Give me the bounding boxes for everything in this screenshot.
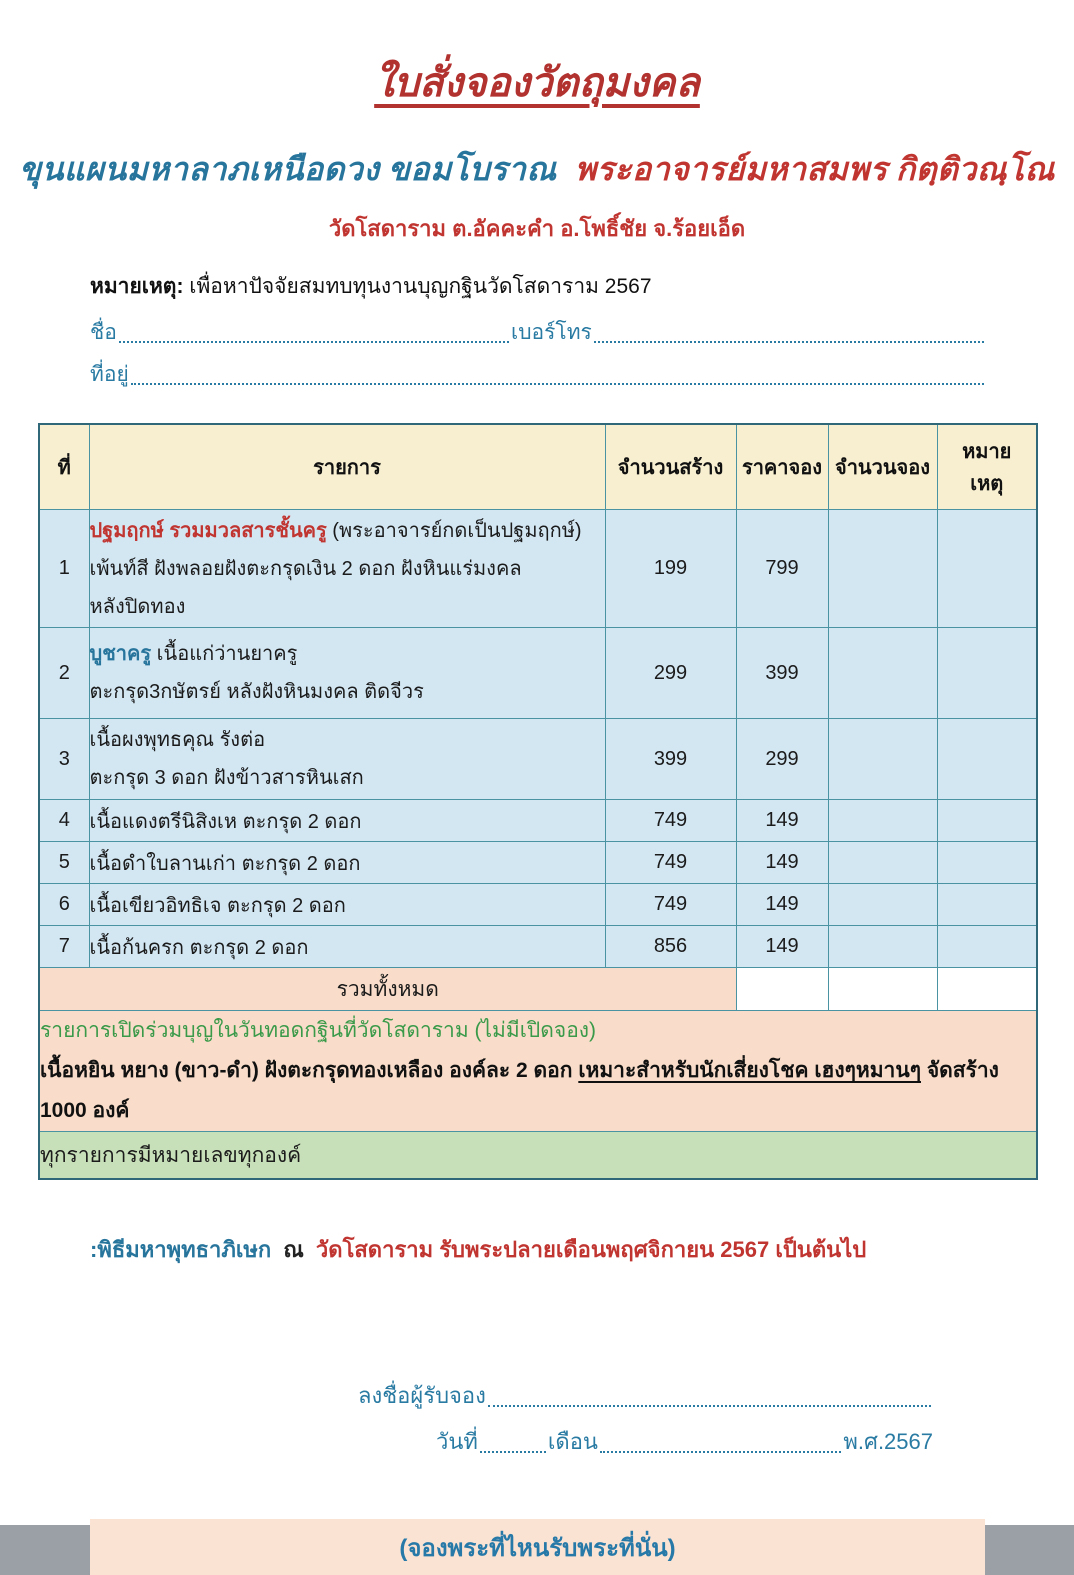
order-table <box>38 423 1038 1180</box>
remark-cell[interactable] <box>937 884 1037 926</box>
col-reserve-qty: จำนวนจอง <box>828 424 937 510</box>
item-no: 3 <box>39 719 89 800</box>
pickup-note-bar <box>90 1519 985 1575</box>
reserve-qty-cell[interactable] <box>828 842 937 884</box>
item-description: เนื้อเขียวอิทธิเจ ตะกรุด 2 ดอก <box>89 884 605 926</box>
reserve-price: 149 <box>736 800 828 842</box>
item-lead-red: ปฐมฤกษ์ รวมมวลสารชั้นครู <box>89 519 327 542</box>
month-field[interactable] <box>600 1451 841 1453</box>
total-price-cell[interactable] <box>736 968 828 1011</box>
reserve-qty-cell[interactable] <box>828 510 937 628</box>
table-row <box>39 719 1037 800</box>
day-field[interactable] <box>480 1451 546 1453</box>
col-price: ราคาจอง <box>736 424 828 510</box>
made-qty: 299 <box>605 628 736 719</box>
reserve-price: 299 <box>736 719 828 800</box>
reserve-qty-cell[interactable] <box>828 926 937 968</box>
made-qty: 749 <box>605 800 736 842</box>
remark-cell[interactable] <box>937 926 1037 968</box>
name-field[interactable] <box>119 341 509 343</box>
remark-cell[interactable] <box>937 800 1037 842</box>
total-remark-cell[interactable] <box>937 968 1037 1011</box>
reserve-qty-cell[interactable] <box>828 628 937 719</box>
remark-cell[interactable] <box>937 842 1037 884</box>
col-remark: หมาย เหตุ <box>937 424 1037 510</box>
item-no: 1 <box>39 510 89 628</box>
item-no: 2 <box>39 628 89 719</box>
phone-label: เบอร์โทร <box>511 321 592 344</box>
address-field[interactable] <box>131 383 984 385</box>
table-row <box>39 628 1037 719</box>
purpose-note <box>90 270 984 303</box>
year-label: พ.ศ.2567 <box>843 1429 933 1454</box>
item-no: 5 <box>39 842 89 884</box>
total-label: รวมทั้งหมด <box>39 968 736 1011</box>
ceremony-note <box>90 1232 1074 1267</box>
page-title: ใบสั่งจองวัตถุมงคล <box>374 60 700 105</box>
name-phone-row <box>90 309 986 351</box>
date-label: วันที่ <box>436 1429 478 1454</box>
item-description: เนื้อก้นครก ตะกรุด 2 ดอก <box>89 926 605 968</box>
subtitle-monk-name: พระอาจารย์มหาสมพร กิตฺติวณฺโณ <box>575 151 1055 187</box>
numbered-note-row <box>39 1132 1037 1180</box>
reserve-price: 149 <box>736 884 828 926</box>
yinyang-item-note: เนื้อหยิน หยาง (ขาว-ดำ) ฝังตะกรุดทองเหลือง องค์ละ 2 ดอก เหมาะสำหรับนักเสี่ยงโชค เฮงๆหมานๆ จัดสร้าง 1000 องค์ <box>40 1059 999 1122</box>
made-qty: 199 <box>605 510 736 628</box>
note-text: เพื่อหาปัจจัยสมทบทุนงานบุญกฐินวัดโสดาราม 2567 <box>183 275 652 298</box>
item-no: 6 <box>39 884 89 926</box>
made-qty: 399 <box>605 719 736 800</box>
item-no: 7 <box>39 926 89 968</box>
made-qty: 856 <box>605 926 736 968</box>
reserve-qty-cell[interactable] <box>828 719 937 800</box>
signature-field[interactable] <box>488 1405 931 1407</box>
remark-cell[interactable] <box>937 510 1037 628</box>
made-qty: 749 <box>605 842 736 884</box>
numbered-note: ทุกรายการมีหมายเลขทุกองค์ <box>39 1132 1037 1180</box>
item-no: 4 <box>39 800 89 842</box>
open-merit-row <box>39 1011 1037 1132</box>
customer-fill-area <box>90 309 986 393</box>
name-label: ชื่อ <box>90 321 117 344</box>
reserve-price: 799 <box>736 510 828 628</box>
item-lead-blue: บูชาครู <box>89 643 152 665</box>
table-row <box>39 884 1037 926</box>
table-header-row <box>39 424 1037 510</box>
table-row <box>39 842 1037 884</box>
remark-cell[interactable] <box>937 719 1037 800</box>
form-subtitle <box>0 144 1074 195</box>
remark-cell[interactable] <box>937 628 1037 719</box>
table-row <box>39 926 1037 968</box>
date-row <box>358 1415 933 1461</box>
total-row <box>39 968 1037 1011</box>
reserve-qty-cell[interactable] <box>828 884 937 926</box>
sign-label: ลงชื่อผู้รับจอง <box>358 1383 486 1408</box>
lucky-underline-text: เหมาะสำหรับนักเสี่ยงโชค เฮงๆหมานๆ <box>578 1059 921 1082</box>
item-description: ปฐมฤกษ์ รวมมวลสารชั้นครู (พระอาจารย์กดเป็นปฐมฤกษ์) เพ้นท์สี ฝังพลอยฝังตะกรุดเงิน 2 ดอก ฝังหินแร่มงคล หลังปิดทอง <box>89 510 605 628</box>
signature-row <box>358 1369 933 1415</box>
subtitle-amulet-name: ขุนแผนมหาลาภเหนือดวง ขอมโบราณ <box>19 151 557 187</box>
ceremony-detail: วัดโสดาราม รับพระปลายเดือนพฤศจิกายน 2567 เป็นต้นไป <box>315 1237 867 1262</box>
reserve-price: 149 <box>736 926 828 968</box>
reserve-price: 399 <box>736 628 828 719</box>
reserve-price: 149 <box>736 842 828 884</box>
item-description: บูชาครู เนื้อแก่ว่านยาครู ตะกรุด3กษัตรย์ หลังฝังหินมงคล ติดจีวร <box>89 628 605 719</box>
made-qty: 749 <box>605 884 736 926</box>
total-qty-cell[interactable] <box>828 968 937 1011</box>
address-label: ที่อยู่ <box>90 363 129 386</box>
col-no: ที่ <box>39 424 89 510</box>
signature-block <box>358 1369 933 1461</box>
temple-address: วัดโสดาราม ต.อัคคะคำ อ.โพธิ์ชัย จ.ร้อยเอ็ด <box>328 216 746 241</box>
pickup-note-text: (จองพระที่ไหนรับพระที่นั่น) <box>399 1534 676 1562</box>
reserve-qty-cell[interactable] <box>828 800 937 842</box>
col-item: รายการ <box>89 424 605 510</box>
table-row <box>39 510 1037 628</box>
open-merit-note: รายการเปิดร่วมบุญในวันทอดกฐินที่วัดโสดาราม (ไม่มีเปิดจอง) <box>40 1019 597 1042</box>
ceremony-at: ณ <box>283 1237 304 1262</box>
table-row <box>39 800 1037 842</box>
item-description: เนื้อแดงตรีนิสิงเห ตะกรุด 2 ดอก <box>89 800 605 842</box>
ceremony-title: :พิธีมหาพุทธาภิเษก <box>90 1237 272 1262</box>
note-label: หมายเหตุ: <box>90 275 184 298</box>
month-label: เดือน <box>547 1429 598 1454</box>
item-description: เนื้อผงพุทธคุณ รังต่อ ตะกรุด 3 ดอก ฝังข้าวสารหินเสก <box>89 719 605 800</box>
phone-field[interactable] <box>594 341 984 343</box>
item-description: เนื้อดำใบลานเก่า ตะกรุด 2 ดอก <box>89 842 605 884</box>
open-merit-block <box>39 1011 1037 1132</box>
col-made: จำนวนสร้าง <box>605 424 736 510</box>
address-row <box>90 351 986 393</box>
